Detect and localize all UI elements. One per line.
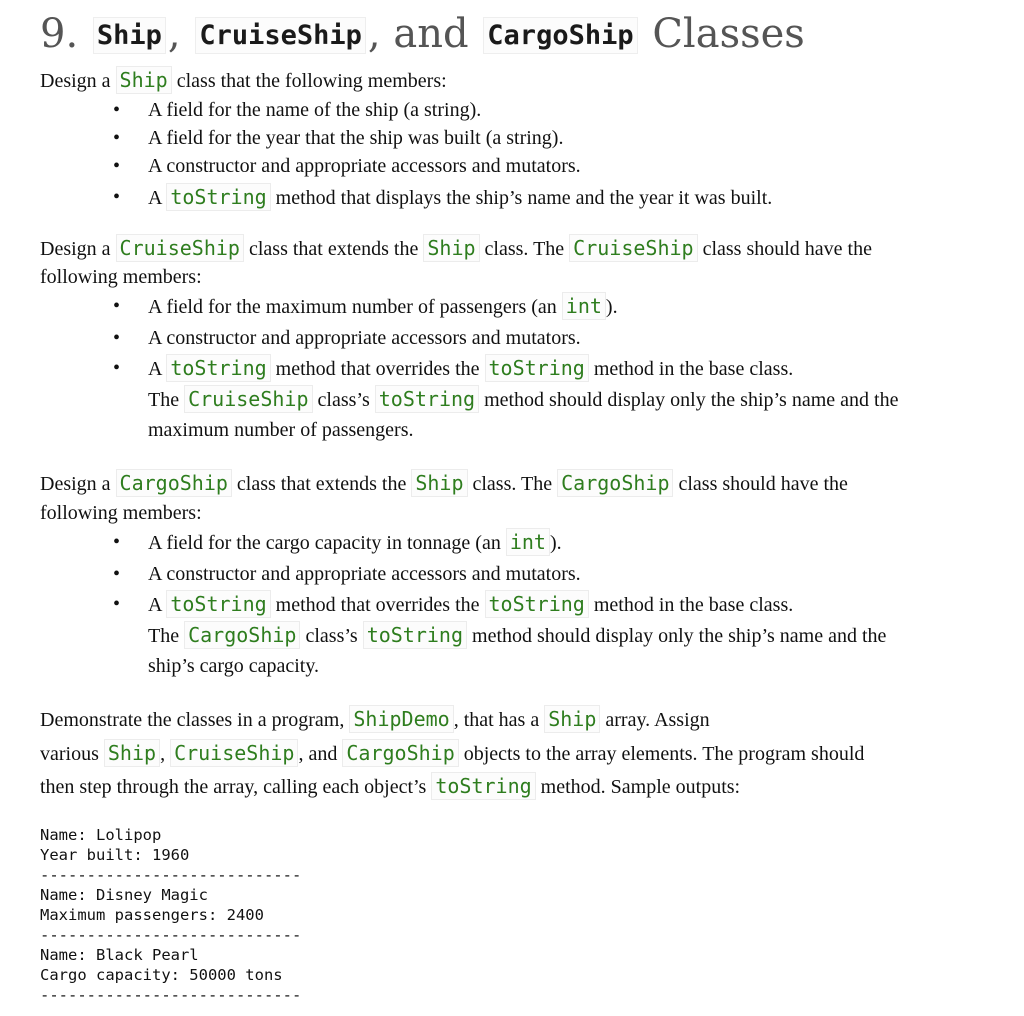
code-cruiseship: CruiseShip	[170, 739, 298, 767]
code-ship: Ship	[411, 469, 467, 497]
text: A field for the name of the ship (a string).	[148, 99, 482, 121]
code-int: int	[506, 528, 550, 556]
output-line: Name: Black Pearl	[40, 946, 199, 964]
text: Demonstrate the classes in a program,	[40, 709, 345, 731]
list-item	[113, 589, 793, 620]
list-item	[113, 96, 772, 124]
code-cargoship: CargoShip	[184, 621, 300, 649]
code-ship: Ship	[544, 705, 600, 733]
output-line: Name: Lolipop	[40, 826, 162, 844]
cargo-intro-line2: following members:	[40, 502, 202, 524]
code-cargoship: CargoShip	[557, 469, 673, 497]
output-line: Year built: 1960	[40, 846, 190, 864]
code-tostring: toString	[166, 183, 270, 211]
code-tostring: toString	[485, 354, 589, 382]
text: class’s	[317, 389, 370, 411]
text: method that overrides the	[275, 594, 480, 616]
text: A constructor and appropriate accessors and mutators.	[148, 327, 581, 349]
output-line: Cargo capacity: 50000 tons	[40, 966, 283, 984]
code-tostring: toString	[166, 354, 270, 382]
title-number: 9.	[40, 11, 79, 57]
cargo-tostring-note	[148, 619, 886, 652]
title-class-ship: Ship	[93, 17, 166, 54]
list-item	[113, 124, 772, 152]
text: class that the following members:	[176, 70, 447, 92]
text: method should display only the ship’s name and the	[484, 389, 899, 411]
text: method that overrides the	[275, 358, 480, 380]
output-line: Name: Disney Magic	[40, 886, 208, 904]
output-separator: ----------------------------	[40, 926, 302, 944]
output-separator: ----------------------------	[40, 866, 302, 884]
demo-line3	[40, 769, 740, 804]
text: A field for the year that the ship was built (a string).	[148, 127, 564, 149]
code-tostring: toString	[485, 590, 589, 618]
text: A constructor and appropriate accessors and mutators.	[148, 155, 581, 177]
text: method should display only the ship’s name and the	[472, 625, 887, 647]
text: The	[148, 389, 180, 411]
text: The	[148, 625, 180, 647]
title-separator: , and	[367, 11, 469, 57]
text: method that displays the ship’s name and the year it was built.	[275, 187, 773, 209]
list-item	[113, 290, 793, 323]
list-item	[113, 180, 772, 215]
text: A	[148, 187, 162, 209]
text: method in the base class.	[593, 594, 794, 616]
list-item	[113, 152, 772, 180]
code-tostring: toString	[375, 385, 479, 413]
text: ).	[549, 532, 562, 554]
code-int: int	[562, 292, 606, 320]
demo-line2	[40, 736, 864, 771]
text: Design a	[40, 238, 111, 260]
code-cruiseship: CruiseShip	[184, 385, 312, 413]
cargo-members-list	[113, 526, 793, 620]
cruise-intro-line2: following members:	[40, 266, 202, 288]
code-tostring: toString	[166, 590, 270, 618]
list-item	[113, 323, 793, 353]
code-ship: Ship	[116, 66, 172, 94]
cruise-members-list	[113, 290, 793, 384]
ship-intro	[40, 63, 447, 98]
list-item	[113, 559, 793, 589]
text: , that has a	[453, 709, 540, 731]
code-cruiseship: CruiseShip	[569, 234, 697, 262]
code-cruiseship: CruiseShip	[116, 234, 244, 262]
title-class-cruiseship: CruiseShip	[195, 17, 366, 54]
text: , and	[298, 743, 338, 765]
text: A	[148, 594, 162, 616]
cruise-tostring-note-line2: maximum number of passengers.	[148, 419, 414, 441]
list-item	[113, 526, 793, 559]
text: then step through the array, calling each object’s	[40, 776, 427, 798]
code-tostring: toString	[431, 772, 535, 800]
title-class-cargoship: CargoShip	[483, 17, 637, 54]
output-separator: ----------------------------	[40, 986, 302, 1004]
title-suffix: Classes	[652, 11, 805, 57]
text: class that extends the	[236, 473, 407, 495]
demo-line1	[40, 702, 710, 737]
cargo-tostring-note-line2: ship’s cargo capacity.	[148, 655, 320, 677]
text: ).	[605, 296, 618, 318]
sample-output-block	[40, 825, 301, 1005]
list-item	[113, 353, 793, 384]
text: A field for the cargo capacity in tonnage (an	[148, 532, 501, 554]
text: A	[148, 358, 162, 380]
code-cargoship: CargoShip	[342, 739, 458, 767]
text: objects to the array elements. The program should	[463, 743, 865, 765]
code-ship: Ship	[423, 234, 479, 262]
text: method in the base class.	[593, 358, 794, 380]
code-ship: Ship	[104, 739, 160, 767]
text: A constructor and appropriate accessors and mutators.	[148, 563, 581, 585]
output-line: Maximum passengers: 2400	[40, 906, 264, 924]
text: A field for the maximum number of passengers (an	[148, 296, 557, 318]
code-tostring: toString	[363, 621, 467, 649]
text: class. The	[472, 473, 553, 495]
text: method. Sample outputs:	[540, 776, 741, 798]
text: class should have the	[678, 473, 848, 495]
text: array. Assign	[605, 709, 710, 731]
text: ,	[160, 743, 166, 765]
cruise-tostring-note	[148, 383, 898, 416]
text: various	[40, 743, 99, 765]
code-shipdemo: ShipDemo	[349, 705, 453, 733]
title-separator: ,	[167, 11, 181, 57]
text: class’s	[305, 625, 358, 647]
text: class should have the	[702, 238, 872, 260]
ship-members-list	[113, 96, 772, 215]
page-title	[40, 8, 805, 62]
text: Design a	[40, 473, 111, 495]
text: Design a	[40, 70, 111, 92]
text: class. The	[484, 238, 565, 260]
text: class that extends the	[248, 238, 419, 260]
code-cargoship: CargoShip	[116, 469, 232, 497]
